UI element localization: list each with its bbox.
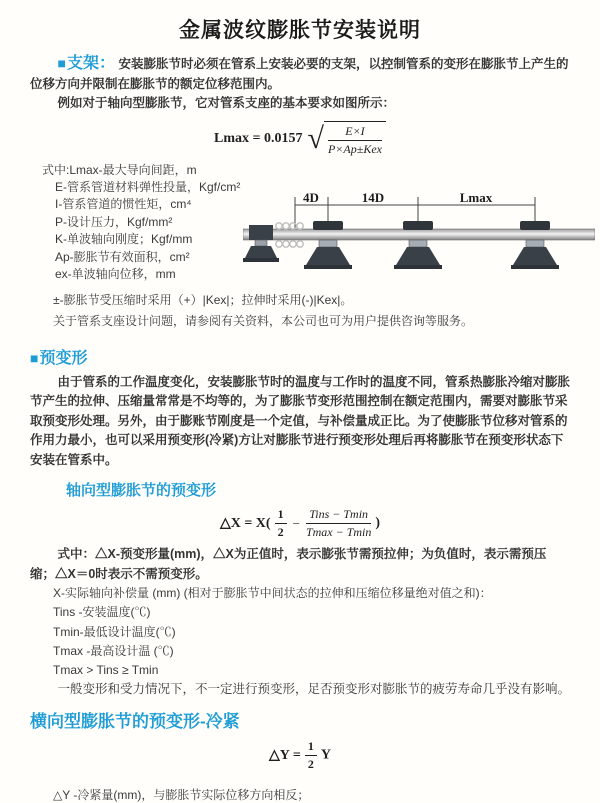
- definitions-and-diagram: [30, 162, 570, 290]
- definition-item: I-管系管道的惯性矩，cm⁴: [55, 197, 192, 212]
- definition-item: P-设计压力，Kgf/mm²: [55, 214, 173, 229]
- temp-ratio-numerator: Tins − Tmin: [306, 507, 371, 524]
- one-half-denominator: 2: [307, 756, 314, 771]
- temperature-ratio-fraction: [306, 507, 371, 540]
- definition-item: E-管系管道材料弹性投量，Kgf/cm²: [55, 179, 241, 194]
- guide-support-icon: [511, 221, 559, 269]
- support-heading-label: 支架：: [66, 55, 115, 72]
- lmax-formula-lhs: Lmax = 0.0157: [214, 130, 303, 146]
- support-intro-text: 安装膨胀节时必须在管系上安装必要的支架，以控制管系的变形在膨胀节上产生的位移方向并限制在膨胀节的额定位移范围内。: [30, 57, 569, 91]
- lmax-fraction: [328, 124, 382, 157]
- support-intro-paragraph: [30, 54, 570, 94]
- lmax-fraction-numerator: E×I: [328, 124, 382, 141]
- x-definition-line: X-实际轴向补偿量 (mm) (相对于膨胀节中间状态的拉伸和压缩位移量绝对值之和)：: [53, 586, 492, 600]
- pipe-support-diagram: [243, 189, 595, 285]
- definition-item: ex-单波轴向位移，mm: [55, 266, 176, 281]
- delta-x-lhs: △X = X(: [219, 516, 271, 531]
- definition-item: K-单波轴向刚度；Kgf/mm: [55, 232, 193, 247]
- temperature-line: Tmin-最低设计温度(℃): [53, 624, 176, 639]
- definition-item: 式中:Lmax-最大导向间距，m: [42, 162, 197, 177]
- delta-y-lhs: △Y =: [269, 747, 301, 763]
- document-page: [0, 14, 600, 803]
- guide-support-icon: [304, 221, 352, 269]
- consulting-note: 关于管系支座设计问题，请参阅有关资料，本公司也可为用户提供咨询等服务。: [53, 314, 474, 328]
- dim-label-4d: 4D: [303, 189, 319, 205]
- temp-ratio-denominator: Tmax − Tmin: [305, 525, 372, 539]
- definition-item: Ap-膨胀节有效面积，cm²: [55, 249, 190, 264]
- predeform-section-heading: [30, 345, 570, 368]
- pipe: [243, 229, 595, 240]
- lateral-subsection-heading: 横向型膨胀节的预变形-冷紧: [30, 711, 240, 731]
- section-marker-icon: ■: [30, 349, 39, 366]
- temperature-line: Tmax > Tins ≥ Tmin: [53, 663, 159, 678]
- lmax-fraction-denominator: P×Ap±Kex: [327, 141, 382, 156]
- delta-y-formula: [30, 739, 570, 772]
- delta-x-formula: [30, 507, 570, 540]
- support-example-paragraph: 例如对于轴向型膨胀节，它对管系支座的基本要求如图所示：: [57, 96, 396, 110]
- dimension-labels: [303, 190, 493, 205]
- temperature-line: Tins -安装温度(℃): [53, 605, 151, 620]
- temperature-line: Tmax -最高设计温 (℃): [53, 643, 174, 658]
- lmax-formula: [30, 121, 570, 157]
- predeform-heading-label: 预变形: [39, 349, 88, 367]
- axial-subsection-heading: 轴向型膨胀节的预变形: [66, 482, 217, 499]
- delta-y-note: △Y -冷紧量(mm)，与膨胀节实际位移方向相反；: [53, 787, 310, 802]
- radical-sign: √: [307, 121, 324, 155]
- one-half-numerator: 1: [275, 507, 287, 524]
- dim-label-lmax: Lmax: [459, 189, 493, 205]
- delta-x-explanation: 式中：△X-预变形量(mm)，△X为正值时，表示膨张节需预拉伸；为负值时，表示需预压缩；△X＝0时表示不需预变形。: [30, 547, 547, 581]
- delta-y-rhs: Y: [320, 747, 331, 763]
- page-title: 金属波纹膨胀节安装说明: [179, 19, 421, 42]
- minus-operator: −: [292, 515, 300, 531]
- support-section-heading: [58, 55, 115, 72]
- delta-x-close-paren: ): [375, 515, 381, 531]
- radicand: [324, 121, 386, 157]
- one-half-fraction: [275, 507, 287, 540]
- one-half-denominator: 2: [277, 525, 284, 539]
- dim-label-14d: 14D: [361, 189, 385, 205]
- one-half-fraction: [305, 739, 317, 772]
- one-half-numerator: 1: [305, 739, 317, 756]
- axial-note-paragraph: 一般变形和受力情况下，不一定进行预变形，足否预变形对膨胀节的疲劳寿命几乎没有影响。: [57, 682, 571, 697]
- section-marker-icon: ■: [57, 55, 66, 71]
- sign-convention-note: ±-膨胀节受压缩时采用（+）|Kex|；拉伸时采用(-)|Kex|。: [53, 292, 353, 307]
- predeform-body-paragraph: 由于管系的工作温度变化，安装膨胀节时的温度与工作时的温度不同，管系热膨胀冷缩对膨胀节产生的拉伸、压缩量常常是不均等的，为了膨胀节变形范围控制在额定范围内，需要对膨胀节采取预变形处理。另外，由于膨账节刚度是一个定值，与补偿量成正比。为了使膨胀节位移对管系的作用力最小，也可以采用预变形(冷紧)方让对膨胀节进行预变形处理后再将膨胀节在预变形状态下安装在管系中。: [30, 374, 571, 467]
- guide-support-icon: [394, 221, 442, 269]
